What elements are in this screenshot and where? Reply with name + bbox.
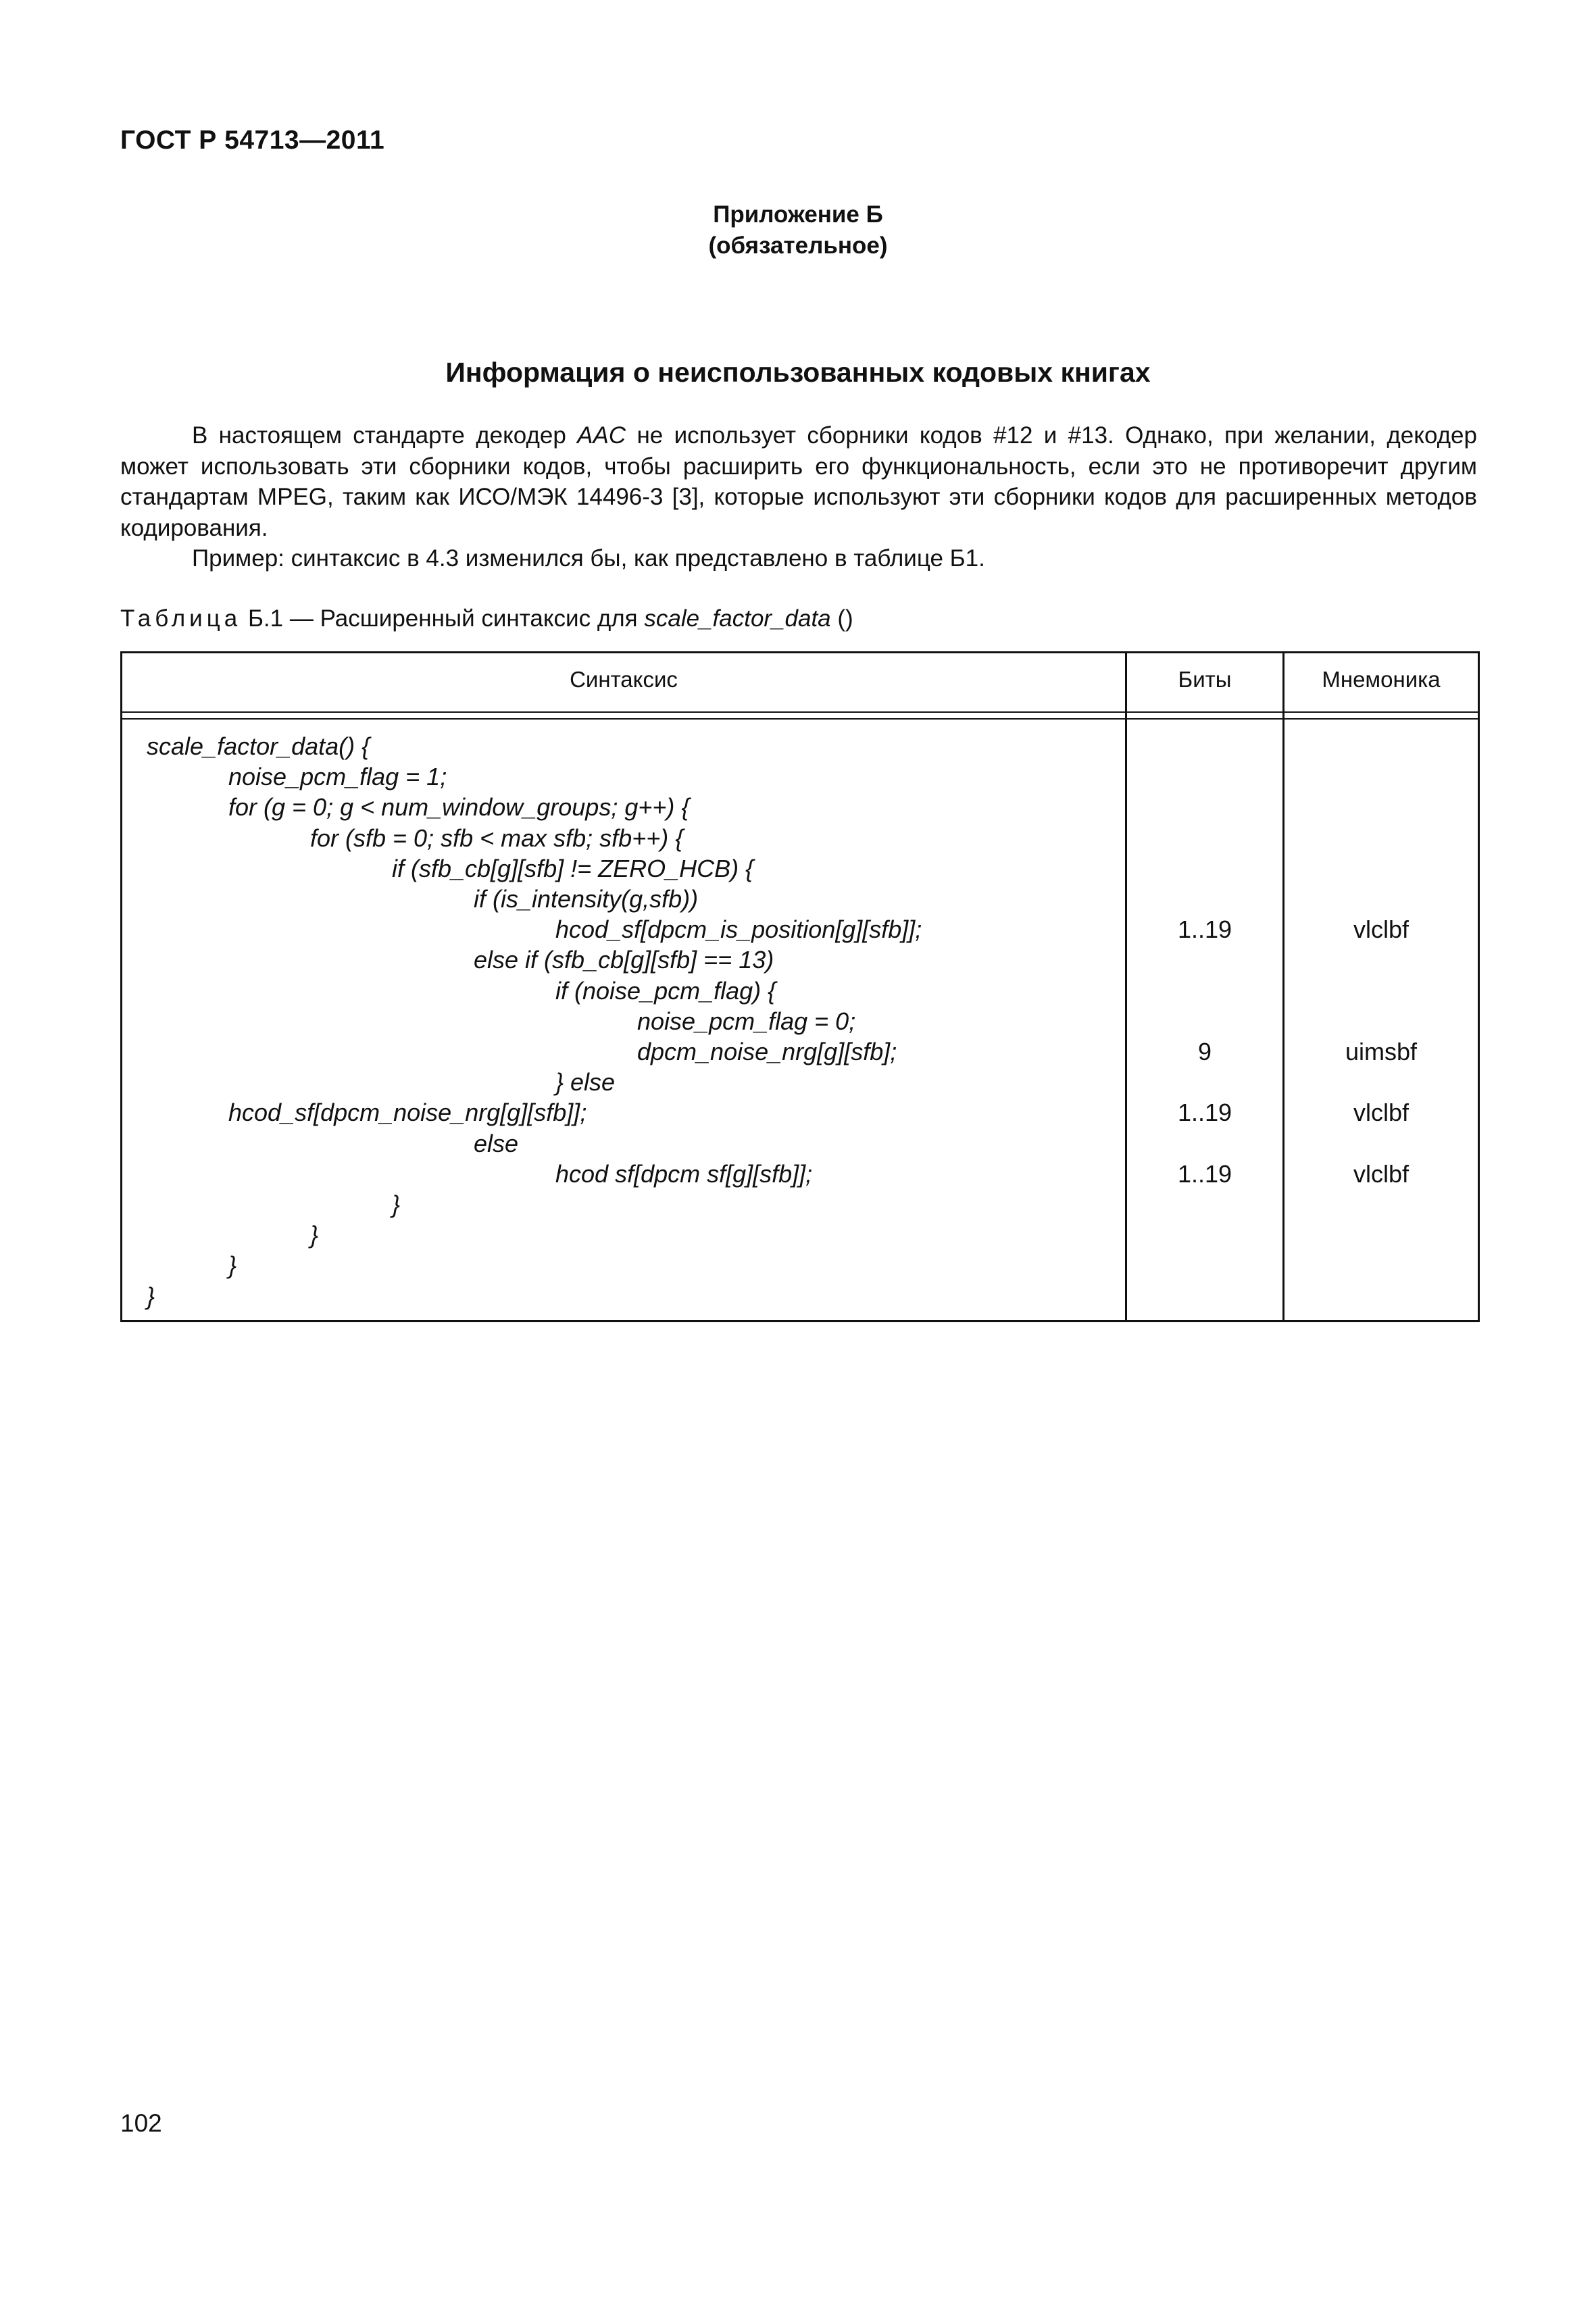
syntax-line: dpcm_noise_nrg[g][sfb]; (637, 1038, 897, 1065)
bits-cell: 1..19 (1177, 1099, 1232, 1127)
paragraph: Пример: синтаксис в 4.3 изменился бы, как представлено в таблице Б1. (192, 545, 985, 572)
syntax-line: if (noise_pcm_flag) { (555, 976, 776, 1005)
mnemonic-cell: uimsbf (1345, 1038, 1418, 1065)
syntax-line: else if (sfb_cb[g][sfb] == 13) (474, 946, 774, 974)
appendix-title: Приложение Б (713, 201, 883, 228)
body-text (120, 420, 1477, 574)
syntax-line: if (sfb_cb[g][sfb] != ZERO_HCB) { (392, 854, 754, 882)
document-header: ГОСТ Р 54713—2011 (120, 126, 385, 155)
column-divider (1282, 653, 1285, 1320)
page-number: 102 (120, 2109, 162, 2137)
syntax-line: noise_pcm_flag = 1; (228, 763, 447, 791)
syntax-table (120, 651, 1480, 1322)
mnemonic-cell: vlclbf (1353, 1099, 1410, 1127)
syntax-line: hcod sf[dpcm sf[g][sfb]]; (555, 1159, 813, 1188)
column-divider (1125, 653, 1127, 1320)
bits-cell: 1..19 (1177, 1159, 1232, 1188)
bits-cell: 1..19 (1177, 915, 1232, 944)
syntax-line: } (392, 1190, 401, 1218)
syntax-line: if (is_intensity(g,sfb)) (474, 885, 699, 913)
syntax-line: else (474, 1129, 519, 1157)
paragraph: В настоящем стандарте декодер AAC не использует сборники кодов #12 и #13. Однако, при желании, декодер может использовать эти сборники кодов, чтобы расширить его функциональность, если это не противоречит другим стандартам MPEG, таким как ИСО/МЭК 14496-3 [3], которые используют эти сборники кодов для расширенных методов кодирования. (120, 422, 1477, 541)
mnemonic-cell: vlclbf (1353, 915, 1410, 944)
syntax-line: scale_factor_data() { (147, 732, 370, 760)
section-title: Информация о неиспользованных кодовых книгах (445, 357, 1151, 388)
header-bits: Биты (1178, 667, 1232, 692)
bits-cell: 9 (1197, 1038, 1212, 1065)
header-divider (122, 711, 1478, 713)
header-divider (122, 718, 1478, 720)
header-syntax: Синтаксис (570, 667, 678, 692)
appendix-status: (обязательное) (708, 232, 888, 259)
table-caption-label: Таблица (120, 605, 242, 632)
header-mnemonic: Мнемоника (1322, 667, 1441, 692)
syntax-line: hcod_sf[dpcm_is_position[g][sfb]]; (555, 915, 922, 944)
syntax-line: noise_pcm_flag = 0; (637, 1007, 856, 1035)
syntax-line: for (sfb = 0; sfb < max sfb; sfb++) { (310, 824, 684, 852)
table-caption: Таблица Б.1 — Расширенный синтаксис для scale_factor_data () (120, 605, 853, 632)
syntax-line: } (310, 1221, 319, 1249)
syntax-line: hcod_sf[dpcm_noise_nrg[g][sfb]]; (228, 1099, 587, 1127)
syntax-line: } (147, 1282, 155, 1310)
syntax-line: for (g = 0; g < num_window_groups; g++) { (228, 793, 690, 822)
syntax-line: } else (555, 1068, 616, 1097)
syntax-line: } (228, 1251, 237, 1280)
mnemonic-cell: vlclbf (1353, 1159, 1410, 1188)
